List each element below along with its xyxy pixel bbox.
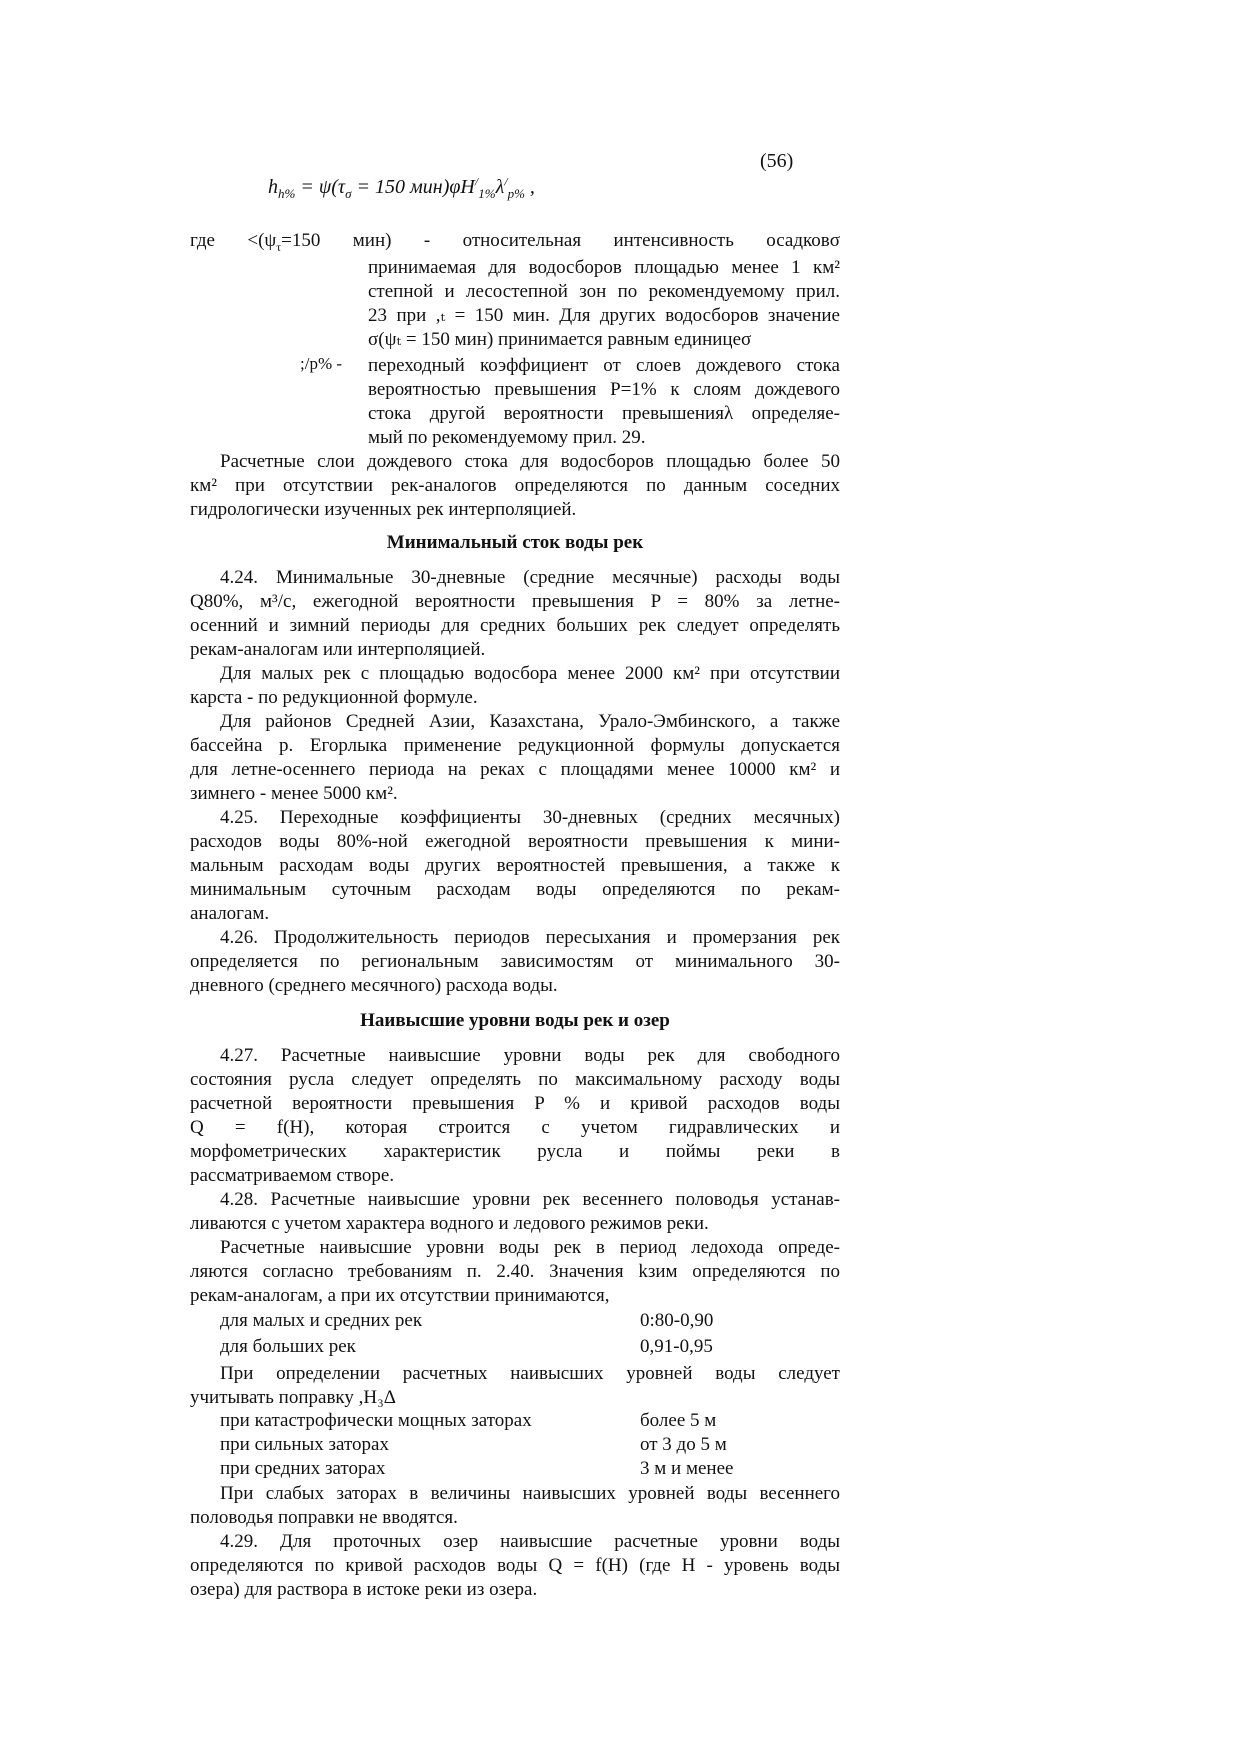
formula-sub: σ [345,186,352,201]
text-line: Расчетные наивысшие уровни воды рек в период ледохода опреде- [220,1237,840,1258]
text-line: определяется по региональным зависимостям от минимального 30- [190,951,840,972]
kzim-label: для малых и средних рек [220,1310,423,1331]
lakes-paragraph [190,1530,840,1602]
text-line: Для районов Средней Азии, Казахстана, Урало-Эмбинского, а также [220,711,840,732]
text-line: морфометрических характеристик русла и поймы реки в [190,1141,840,1162]
text-line: минимальным суточным расходам воды определяются по рекам- [190,879,840,900]
kzim-row [220,1310,840,1334]
formula-part: λ [495,176,505,198]
text-line: бассейна р. Егорлыка применение редукционной формулы допускается [190,735,840,756]
jam-row [220,1410,840,1434]
where-psi [247,230,320,252]
text-line: Q80%, м³/с, ежегодной вероятности превышения P = 80% за летне- [190,591,840,612]
high-levels-section [190,1044,840,1308]
text-line: рассматриваемом створе. [190,1165,395,1186]
jam-label: при средних заторах [220,1458,386,1479]
text-line: 4.24. Минимальные 30-дневные (средние месячные) расходы воды [220,567,840,588]
text-line: дневного (среднего месячного) расхода воды. [190,975,558,996]
text-line: При слабых заторах в величины наивысших уровней воды весеннего [220,1483,840,1504]
text-line: переходный коэффициент от слоев дождевого стока [368,355,840,376]
text-line: озера) для раствора в истоке реки из озера. [190,1579,538,1600]
text-line: ливаются с учетом характера водного и ледового режимов реки. [190,1213,709,1234]
section-heading-high: Наивысшие уровни воды рек и озер [360,1010,670,1031]
minimal-flow-section [190,566,840,998]
formula-part: , [524,176,535,198]
text-line: степной и лесостепной зон по рекомендуемому прил. [368,281,840,302]
where-word: интенсивность [613,230,734,251]
jam-value: от 3 до 5 м [640,1434,727,1455]
formula-sub: 1% [478,186,496,201]
text-line: гидрологически изученных рек интерполяцией. [190,499,577,520]
where-word: где [190,230,215,251]
text-line: карста - по редукционной формуле. [190,687,478,708]
text-line: принимаемая для водосборов площадью менее 1 км² [368,257,840,278]
correction-paragraph [190,1362,840,1410]
kzim-value: 0:80-0,90 [640,1310,714,1331]
text-line: для летне-осеннего периода на реках с площадями менее 10000 км² и [190,759,840,780]
text-line: расходов воды 80%-ной ежегодной вероятности превышения к мини- [190,831,840,852]
text-line: стока другой вероятности превышенияλ определяе- [368,403,840,424]
text-line: Для малых рек с площадью водосбора менее 2000 км² при отсутствии [220,663,840,684]
text-line: При определении расчетных наивысших уровней воды следует [220,1363,840,1384]
formula-sub: h% [278,186,296,201]
text-line: мальным расходам воды других вероятностей превышения, а также к [190,855,840,876]
text-line: σ(ψₜ = 150 мин) принимается равным единицеσ [368,329,752,350]
where-lambda-label: ;/p% - [300,354,343,373]
jam-value: 3 м и менее [640,1458,734,1479]
kzim-label: для больших рек [220,1336,356,1357]
text-line: мый по рекомендуемому прил. 29. [368,427,646,448]
where-first-line [190,230,840,252]
jam-row [220,1458,840,1482]
where-word: - [423,230,431,251]
where-psi-text: <(ψ [247,230,277,251]
formula-sup: / [474,174,479,189]
text-line: 4.28. Расчетные наивысшие уровни рек весеннего половодья устанав- [220,1189,840,1210]
kzim-value: 0,91-0,95 [640,1336,713,1357]
text-line: учитывать поправку ,H₃Δ [190,1387,396,1408]
where-word: мин) [352,230,392,251]
jam-label: при сильных заторах [220,1434,389,1455]
formula-part: = 150 мин)φH [351,176,475,198]
text-line: Q = f(H), которая строится с учетом гидравлических и [190,1117,840,1138]
jam-label: при катастрофически мощных заторах [220,1410,532,1431]
text-line: Расчетные слои дождевого стока для водосборов площадью более 50 [220,451,840,472]
section-heading-minimal: Минимальный сток воды рек [386,532,644,553]
formula-part: = ψ(τ [295,176,346,198]
where-word: осадковσ [766,230,840,251]
text-line: 4.25. Переходные коэффициенты 30-дневных (средних месячных) [220,807,840,828]
text-line: половодья поправки не вводятся. [190,1507,458,1528]
jam-value: более 5 м [640,1410,717,1431]
weak-jams-paragraph [190,1482,840,1530]
text-line: 4.26. Продолжительность периодов пересыхания и промерзания рек [220,927,840,948]
where-psi-sub: τ [276,239,282,254]
where-word: относительная [462,230,582,251]
text-line: рекам-аналогам или интерполяцией. [190,639,486,660]
text-line: определяются по кривой расходов воды Q = f(H) (где H - уровень воды [190,1555,840,1576]
where-psi-description [368,256,840,352]
text-line: расчетной вероятности превышения P % и кривой расходов воды [190,1093,840,1114]
jam-row [220,1434,840,1458]
text-line: 23 при ,ₜ = 150 мин. Для других водосборов значение [368,305,840,326]
formula-sub: p% [507,186,525,201]
where-lambda-description [368,354,840,450]
text-line: вероятностью превышения P=1% к слоям дождевого [368,379,840,400]
formula [268,176,535,199]
text-line: рекам-аналогам, а при их отсутствии принимаются, [190,1285,610,1306]
where-psi-value: =150 [281,230,321,251]
formula-part: h [268,176,278,198]
kzim-row [220,1336,840,1360]
text-line: 4.27. Расчетные наивысшие уровни воды рек для свободного [220,1045,840,1066]
text-line: осенний и зимний периоды для средних больших рек следует определять [190,615,840,636]
rain-paragraph [190,450,840,522]
text-line: 4.29. Для проточных озер наивысшие расчетные уровни воды [220,1531,840,1552]
text-line: состояния русла следует определять по максимальному расходу воды [190,1069,840,1090]
text-line: км² при отсутствии рек-аналогов определяются по данным соседних [190,475,840,496]
formula-sup: / [504,174,508,189]
text-line: аналогам. [190,903,270,924]
equation-number: (56) [760,150,794,172]
text-line: зимнего - менее 5000 км². [190,783,398,804]
text-line: ляются согласно требованиям п. 2.40. Значения kзим определяются по [190,1261,840,1282]
